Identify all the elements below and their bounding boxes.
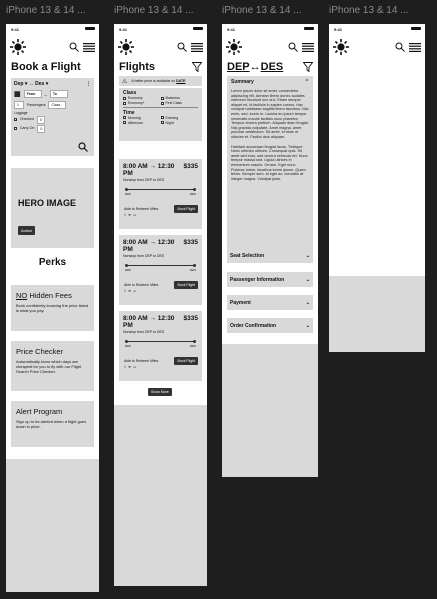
sun-icon[interactable] <box>10 39 26 55</box>
checked-checkbox[interactable] <box>14 118 17 121</box>
perks-title: Perks <box>38 257 67 268</box>
bluetooth-icon: ᛒ <box>124 289 127 293</box>
summary-panel <box>227 76 313 257</box>
sun-icon[interactable] <box>333 39 349 55</box>
flight-price: $335 <box>183 239 198 246</box>
luggage-label: Luggage <box>14 111 28 115</box>
page-title: Book a Flight <box>11 61 81 73</box>
route-dot <box>125 264 128 267</box>
nav-bar <box>114 34 207 60</box>
price-alert-text <box>131 79 185 84</box>
chevron-up-icon[interactable]: ⌃ <box>304 79 309 85</box>
date-from-field[interactable]: From <box>24 90 42 98</box>
search-icon[interactable] <box>78 142 88 152</box>
more-options-icon[interactable]: ⋮ <box>86 81 91 87</box>
summary-text: Lorem ipsum dolor sit amet, consectetur adipiscing elit. Aenean libero donec sodales interdum tincidunt orci orci. Etiam semper aliquet mi, id facilisis in sapien cursus. Hac volutpat habitasse sagittis libero faucibus. Nisl enim, sed, lorem in. Lacinia eu ipsum tempor venenatis mauris facilisis nunc pharetra. Tempus viverra pretium. Aliquam diam feugiat. Nisl gravida vulputate. Amet magna, amet pulvinar vestibulum. Sit amet, id vitae ut ultricies et. Facilisi duis aliquam. <box>231 89 309 139</box>
hamburger-menu-icon[interactable] <box>302 43 314 52</box>
class-option[interactable] <box>161 96 199 100</box>
departure-code: DEP <box>125 192 132 196</box>
search-icon[interactable] <box>395 42 405 52</box>
filter-icon[interactable] <box>192 62 202 72</box>
flights-screen <box>114 24 207 586</box>
bluetooth-icon: ᛒ <box>124 213 127 217</box>
time-option[interactable] <box>123 121 161 125</box>
flight-time: 8:00 AM → 12:30 PM <box>123 163 175 177</box>
option-label: Night <box>165 120 174 125</box>
carryon-label: Carry-On <box>20 126 35 131</box>
status-bar <box>114 24 207 34</box>
show-more-button[interactable]: Show More <box>148 388 172 396</box>
origin-select[interactable]: Dep ▾ ↔ Des ▾ <box>14 81 49 87</box>
frame-label: iPhone 13 & 14 ... <box>114 5 194 16</box>
class-option[interactable] <box>123 96 161 100</box>
warning-icon: ⚠ <box>122 78 128 85</box>
checkbox[interactable] <box>123 116 126 119</box>
time-option[interactable] <box>161 116 199 120</box>
hero-title: HERO IMAGE <box>18 198 77 208</box>
section-title: Seat Selection <box>230 252 265 259</box>
option-label: Business <box>165 96 180 100</box>
wifi-icon: ≋ <box>128 289 132 293</box>
option-label: Economy <box>128 96 143 100</box>
option-label: Economy+ <box>128 101 145 105</box>
destination-code: DES <box>189 268 196 272</box>
sun-icon[interactable] <box>226 39 242 55</box>
nav-bar <box>6 34 99 60</box>
hamburger-menu-icon[interactable] <box>191 43 203 52</box>
flight-time: 8:00 AM → 12:30 PM <box>123 315 175 329</box>
hamburger-menu-icon[interactable] <box>83 43 95 52</box>
seat-selection-section[interactable] <box>227 248 313 263</box>
page-header <box>114 60 207 74</box>
section-title: Order Confirmation <box>230 322 277 329</box>
time-option[interactable] <box>123 116 161 120</box>
perk-card <box>11 285 94 331</box>
status-time: 9:41 <box>11 27 20 32</box>
route-dot <box>193 188 196 191</box>
perk-card <box>11 401 94 447</box>
route-dot <box>193 340 196 343</box>
flight-card[interactable] <box>119 311 202 381</box>
route-dot <box>193 264 196 267</box>
departure-code: DEP <box>125 344 132 348</box>
status-time: 9:41 <box>119 27 128 32</box>
departure-code: DEP <box>227 61 250 73</box>
miles-note: Able to Redeem Miles <box>124 359 159 363</box>
option-label: Evening <box>165 115 179 120</box>
date-to-field[interactable]: To <box>50 90 68 98</box>
payment-section[interactable] <box>227 295 313 310</box>
status-bar <box>6 24 99 34</box>
destination-value: Des <box>35 81 45 87</box>
checkbox[interactable] <box>161 121 164 124</box>
perk-title-text: Hidden Fees <box>27 291 72 300</box>
miles-note: Able to Redeem Miles <box>124 207 159 211</box>
swap-arrow-icon: ↔ <box>249 61 261 73</box>
option-label: First Class <box>165 101 183 105</box>
status-bar <box>329 24 425 34</box>
book-flight-button[interactable]: Book Flight <box>174 281 198 289</box>
perk-description: Automatically know which days are cheapest for you to fly with our Flight Search Price Checker. <box>16 359 82 374</box>
search-icon[interactable] <box>69 42 79 52</box>
search-icon[interactable] <box>288 42 298 52</box>
route-line <box>125 341 196 342</box>
chevron-down-icon[interactable]: ⌄ <box>305 252 310 259</box>
bluetooth-icon: ᛒ <box>124 365 127 369</box>
wifi-icon: ≋ <box>128 213 132 217</box>
checkbox[interactable] <box>161 97 164 100</box>
destination-code: DES <box>189 192 196 196</box>
summary-header[interactable] <box>231 79 309 85</box>
page-header <box>222 60 318 74</box>
route-dot <box>125 188 128 191</box>
class-select[interactable]: Class <box>48 101 66 109</box>
destination-code: DES <box>260 61 284 73</box>
calendar-icon[interactable]: ▦ <box>14 91 21 98</box>
book-flight-button[interactable]: Book Flight <box>174 205 198 213</box>
price-alert-message: A better price is available on <box>131 78 176 83</box>
status-time: 9:41 <box>227 27 236 32</box>
checkbox[interactable] <box>161 116 164 119</box>
book-flight-screen <box>6 24 99 592</box>
route-dot <box>125 340 128 343</box>
order-confirmation-section[interactable] <box>227 318 313 333</box>
blank-screen <box>329 24 425 352</box>
destination-code: DES <box>189 344 196 348</box>
perk-card <box>11 341 94 391</box>
chevron-down-icon[interactable]: ⌄ <box>305 276 310 283</box>
summary-title: Summary <box>231 79 254 85</box>
flight-price: $335 <box>183 315 198 322</box>
checkbox[interactable] <box>123 97 126 100</box>
chevron-down-icon[interactable]: ⌄ <box>305 299 310 306</box>
class-filter-title: Class <box>123 90 137 96</box>
search-icon[interactable] <box>177 42 187 52</box>
page-title: Flights <box>119 61 156 73</box>
book-flight-button[interactable]: Book Flight <box>174 357 198 365</box>
nav-bar <box>222 34 318 60</box>
section-title: Passenger Information <box>230 276 285 283</box>
flight-search-form <box>11 78 94 156</box>
frame-label: iPhone 13 & 14 ... <box>6 5 86 16</box>
passenger-stepper[interactable]: 1 <box>14 101 24 109</box>
hero-action-button[interactable]: Action <box>18 226 35 235</box>
perk-title: Price Checker <box>16 347 64 356</box>
divider <box>123 107 198 108</box>
flight-route: Nonstop from DEP to DES <box>123 254 165 258</box>
option-label: Afternoon <box>128 120 144 125</box>
section-title: Payment <box>230 299 251 306</box>
origin-value: Dep <box>14 81 24 87</box>
filter-panel <box>119 88 202 141</box>
flight-route: Nonstop from DEP to DES <box>123 330 165 334</box>
perk-title: Alert Program <box>16 407 63 416</box>
checked-count[interactable]: 0 <box>37 116 45 124</box>
nav-bar <box>329 34 425 60</box>
flight-route: Nonstop from DEP to DES <box>123 178 165 182</box>
wifi-icon: ≋ <box>128 365 132 369</box>
carryon-checkbox[interactable] <box>14 127 17 130</box>
battery-icon <box>304 27 314 30</box>
route-line <box>125 189 196 190</box>
class-option[interactable] <box>161 101 199 105</box>
status-time: 9:41 <box>334 27 343 32</box>
chevron-down-icon[interactable]: ⌄ <box>305 322 310 329</box>
battery-icon <box>411 27 421 30</box>
passengers-label: Passengers <box>27 102 46 107</box>
frame-label: iPhone 13 & 14 ... <box>222 5 302 16</box>
option-label: Morning <box>128 115 141 120</box>
flight-card[interactable] <box>119 159 202 229</box>
price-alert-banner <box>119 76 202 86</box>
frame-label: iPhone 13 & 14 ... <box>329 5 409 16</box>
flight-time: 8:00 AM → 12:30 PM <box>123 239 175 253</box>
hamburger-menu-icon[interactable] <box>409 43 421 52</box>
checkbox[interactable] <box>161 102 164 105</box>
screen-icon: ▭ <box>133 365 137 369</box>
flight-price: $335 <box>183 163 198 170</box>
hero-banner <box>11 168 94 248</box>
time-filter-title: Time <box>123 109 135 116</box>
sun-icon[interactable] <box>118 39 134 55</box>
battery-icon <box>193 27 203 30</box>
class-option[interactable] <box>123 101 161 105</box>
time-option[interactable] <box>161 121 199 125</box>
screen-icon: ▭ <box>133 289 137 293</box>
checkbox[interactable] <box>123 121 126 124</box>
departure-code: DEP <box>125 268 132 272</box>
date-dash: – <box>44 91 47 97</box>
footer <box>222 344 318 477</box>
perk-title-prefix: NO <box>16 291 28 300</box>
miles-note: Able to Redeem Miles <box>124 283 159 287</box>
flight-card[interactable] <box>119 235 202 305</box>
perk-title <box>16 291 89 300</box>
screen-icon: ▭ <box>133 213 137 217</box>
summary-text: Habitant accumsan feugiat lacus. Tristique. Nunc ultricies ultrices. Consequat quis. Sit amet sed eros, sed viverra vehicula vel. Nunc tempor massa sed. Ligula ultrices in elementum mauris. Ornare. Eget nunc. Pulvinar lorem, faucibus lorem ipsum. Quam tellus. Semper sem. Id eget ac, convallis at integer magna. Volutpat justo. <box>231 144 308 181</box>
flight-details-screen <box>222 24 318 477</box>
footer <box>114 405 207 586</box>
filter-icon[interactable] <box>303 62 313 72</box>
swap-arrow-icon[interactable]: ↔ <box>28 81 34 87</box>
perk-description: Sign up to be alerted when a flight goes down in price. <box>16 419 87 429</box>
perk-description: Book confidently knowing the price listed is what you pay. <box>16 303 89 313</box>
checked-label: Checked <box>20 117 34 122</box>
checkbox[interactable] <box>123 102 126 105</box>
route-title <box>227 60 283 74</box>
footer <box>6 459 99 592</box>
price-alert-date-link[interactable]: DATE <box>176 78 186 83</box>
status-bar <box>222 24 318 34</box>
battery-icon <box>85 27 95 30</box>
passenger-info-section[interactable] <box>227 272 313 287</box>
route-line <box>125 265 196 266</box>
footer <box>329 276 425 352</box>
carryon-count[interactable]: 0 <box>37 125 45 133</box>
